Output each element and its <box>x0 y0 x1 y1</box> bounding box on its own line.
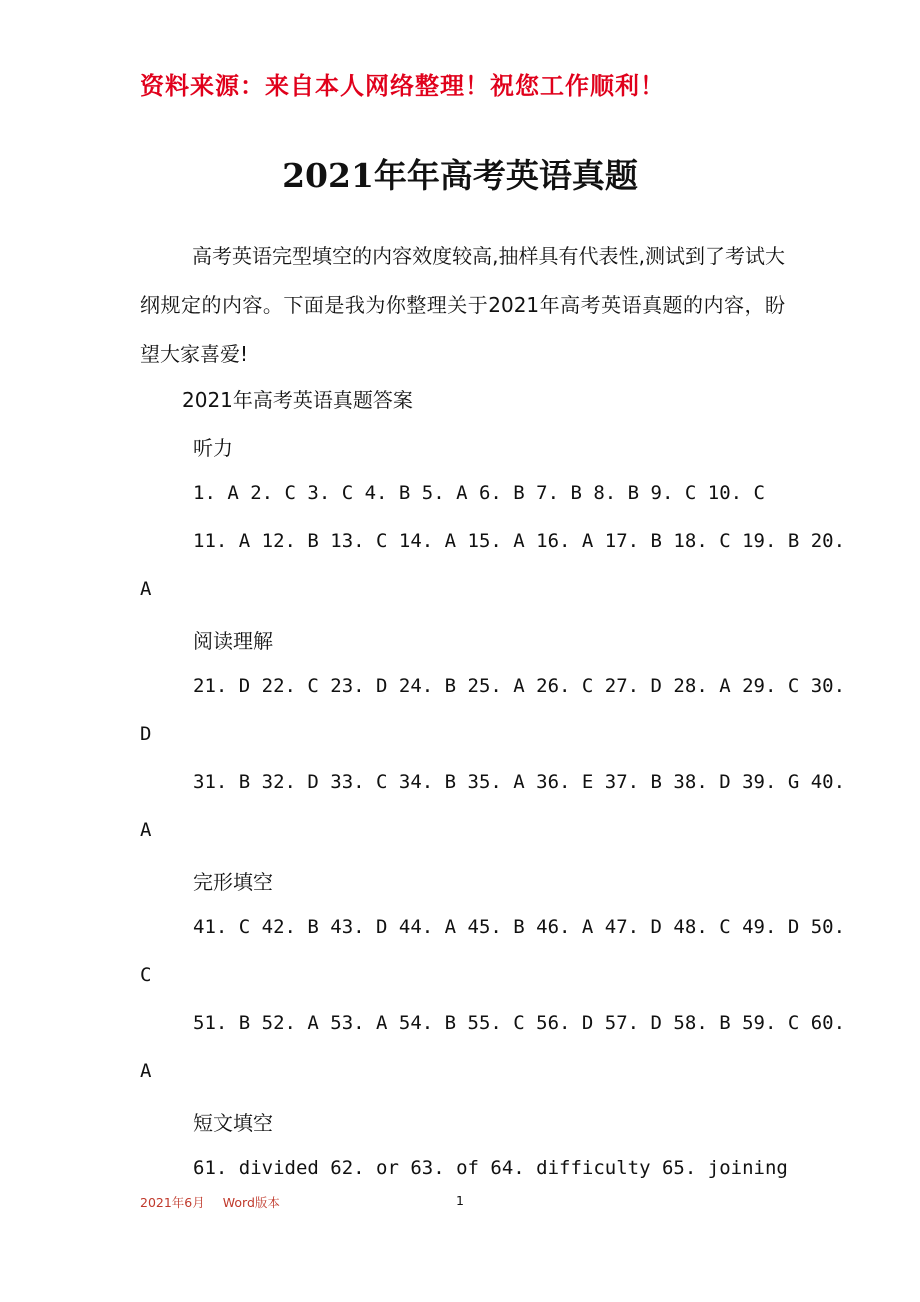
cloze-heading: 完形填空 <box>193 870 273 894</box>
reading-heading: 阅读理解 <box>193 629 273 653</box>
footer-version: Word版本 <box>222 1195 280 1210</box>
answer-heading: 2021年高考英语真题答案 <box>182 388 413 412</box>
cloze-answers-1: 41. C 42. B 43. D 44. A 45. B 46. A 47. D 48. C 49. D 50. <box>193 916 846 938</box>
page-number: 1 <box>456 1193 464 1208</box>
gap-fill-answers-1: 61. divided 62. or 63. of 64. difficulty 65. joining <box>193 1157 788 1179</box>
listening-answers-2-wrap: A <box>140 578 152 600</box>
reading-answers-1: 21. D 22. C 23. D 24. B 25. A 26. C 27. D 28. A 29. C 30. <box>193 675 846 697</box>
cloze-answers-2-wrap: A <box>140 1060 152 1082</box>
intro-paragraph: 高考英语完型填空的内容效度较高,抽样具有代表性,测试到了考试大纲规定的内容。下面是我为你整理关于2021年高考英语真题的内容，盼望大家喜爱! <box>140 244 785 366</box>
source-note: 资料来源：来自本人网络整理！祝您工作顺利！ <box>140 72 665 100</box>
footer-date: 2021年6月 <box>140 1195 205 1210</box>
listening-answers-1: 1. A 2. C 3. C 4. B 5. A 6. B 7. B 8. B 9. C 10. C <box>193 482 765 504</box>
listening-heading: 听力 <box>193 436 233 460</box>
listening-answers-2: 11. A 12. B 13. C 14. A 15. A 16. A 17. B 18. C 19. B 20. <box>193 530 846 552</box>
cloze-answers-1-wrap: C <box>140 964 152 986</box>
footer-meta <box>140 1193 280 1211</box>
reading-answers-2-wrap: A <box>140 819 152 841</box>
reading-answers-1-wrap: D <box>140 723 152 745</box>
cloze-answers-2: 51. B 52. A 53. A 54. B 55. C 56. D 57. D 58. B 59. C 60. <box>193 1012 846 1034</box>
gap-fill-heading: 短文填空 <box>193 1111 273 1135</box>
reading-answers-2: 31. B 32. D 33. C 34. B 35. A 36. E 37. B 38. D 39. G 40. <box>193 771 846 793</box>
document-title: 2021年年高考英语真题 <box>282 156 638 195</box>
